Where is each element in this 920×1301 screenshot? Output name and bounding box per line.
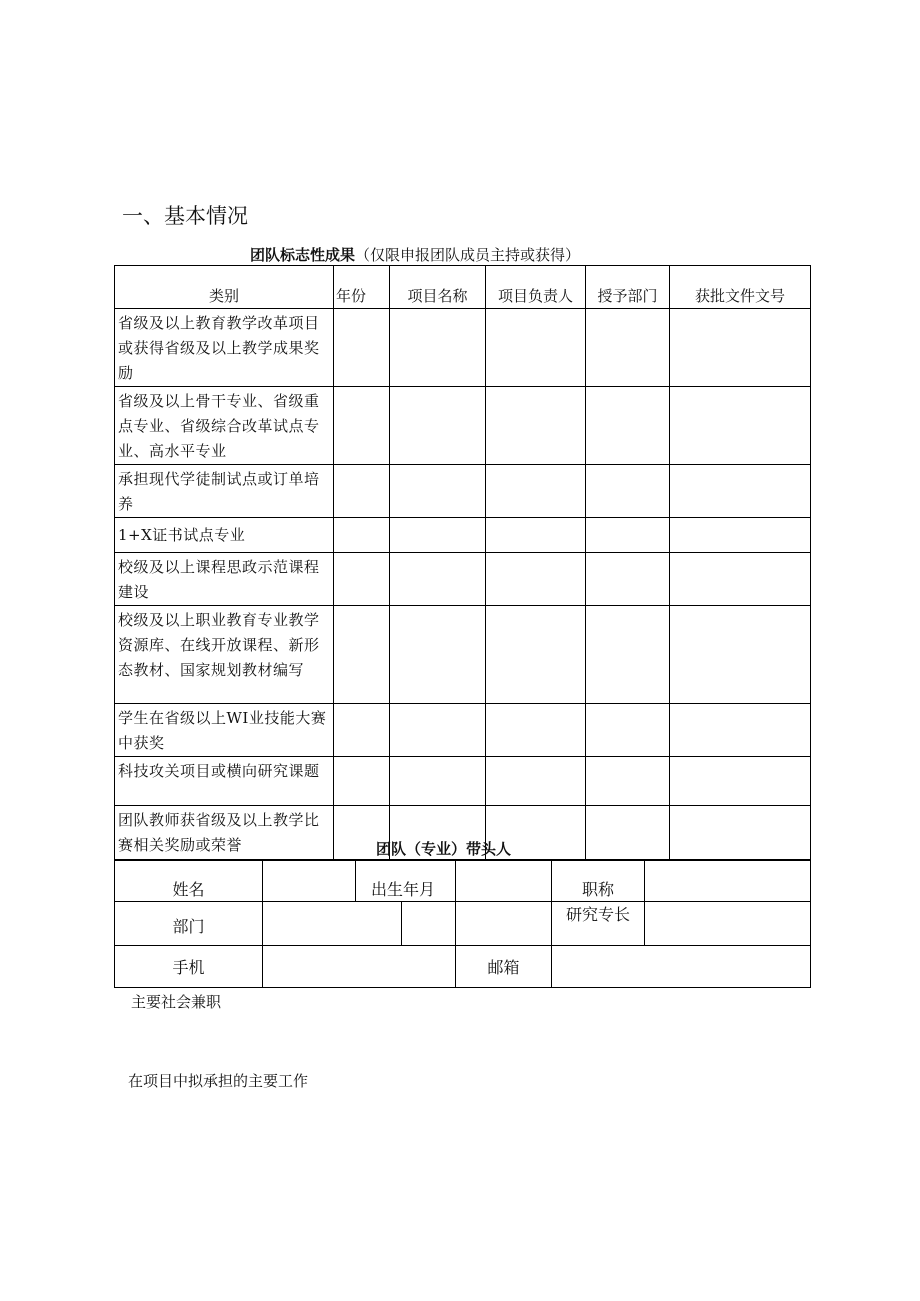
category-cell: 承担现代学徒制试点或订单培养 [115,465,334,518]
header-project-lead: 项目负责人 [486,266,586,309]
achievements-header-row [115,266,811,309]
granting-dept-cell[interactable] [586,704,670,757]
approval-doc-cell[interactable] [670,518,811,553]
project-lead-cell[interactable] [486,757,586,806]
project-name-cell[interactable] [390,606,486,704]
header-granting-dept: 授予部门 [586,266,670,309]
granting-dept-cell[interactable] [586,518,670,553]
approval-doc-cell[interactable] [670,387,811,465]
year-cell[interactable] [334,387,390,465]
approval-doc-cell[interactable] [670,606,811,704]
granting-dept-cell[interactable] [586,553,670,606]
project-lead-cell[interactable] [486,704,586,757]
granting-dept-cell[interactable] [586,806,670,861]
year-cell[interactable] [334,518,390,553]
research-field[interactable] [645,902,811,946]
title-label: 职称 [552,860,645,902]
achievements-caption-note: （仅限申报团队成员主持或获得） [355,246,581,264]
project-name-cell[interactable] [390,553,486,606]
dept-extra-field[interactable] [402,902,456,946]
achievements-caption-title: 团队标志性成果 [250,246,356,264]
table-row [115,387,811,465]
leader-row-name [115,860,811,902]
project-name-cell[interactable] [390,704,486,757]
project-lead-cell[interactable] [486,387,586,465]
leader-caption-title: 团队（专业）带头人 [376,840,512,858]
birth-field[interactable] [456,860,552,902]
title-field[interactable] [645,860,811,902]
social-roles-label: 主要社会兼职 [131,993,222,1011]
achievements-table [114,265,811,861]
phone-field[interactable] [263,946,456,988]
table-row [115,309,811,387]
category-cell: 校级及以上职业教育专业教学资源库、在线开放课程、新形态教材、国家规划教材编写 [115,606,334,704]
project-lead-cell[interactable] [486,309,586,387]
achievements-caption [250,244,580,265]
table-row [115,704,811,757]
project-name-cell[interactable] [390,309,486,387]
granting-dept-cell[interactable] [586,465,670,518]
phone-label: 手机 [115,946,263,988]
project-name-cell[interactable] [390,387,486,465]
table-row [115,757,811,806]
name-label: 姓名 [115,860,263,902]
table-row [115,518,811,553]
leader-row-dept [115,902,811,946]
granting-dept-cell[interactable] [586,387,670,465]
dept-field[interactable] [263,902,402,946]
birth-label: 出生年月 [356,860,456,902]
category-cell: 学生在省级以上WI业技能大赛中获奖 [115,704,334,757]
section-heading: 一、基本情况 [122,204,248,228]
header-approval-doc-no: 获批文件文号 [670,266,811,309]
year-cell[interactable] [334,704,390,757]
leader-row-contact [115,946,811,988]
category-cell: 团队教师获省级及以上教学比赛相关奖励或荣誉 [115,806,334,861]
header-project-name: 项目名称 [390,266,486,309]
year-cell[interactable] [334,465,390,518]
category-cell: 省级及以上教育教学改革项目或获得省级及以上教学成果奖励 [115,309,334,387]
header-year: 年份 [334,266,390,309]
table-row [115,606,811,704]
category-cell: 省级及以上骨干专业、省级重点专业、省级综合改革试点专业、高水平专业 [115,387,334,465]
dept-extra-field-2[interactable] [456,902,552,946]
project-lead-cell[interactable] [486,606,586,704]
category-cell: 科技攻关项目或横向研究课题 [115,757,334,806]
year-cell[interactable] [334,606,390,704]
email-field[interactable] [552,946,811,988]
dept-label: 部门 [115,902,263,946]
granting-dept-cell[interactable] [586,309,670,387]
project-name-cell[interactable] [390,518,486,553]
research-label: 研究专长 [552,902,645,946]
approval-doc-cell[interactable] [670,704,811,757]
approval-doc-cell[interactable] [670,806,811,861]
project-lead-cell[interactable] [486,553,586,606]
approval-doc-cell[interactable] [670,465,811,518]
project-name-cell[interactable] [390,757,486,806]
name-field[interactable] [263,860,356,902]
project-lead-cell[interactable] [486,465,586,518]
year-cell[interactable] [334,553,390,606]
project-name-cell[interactable] [390,465,486,518]
category-cell: 1+X证书试点专业 [115,518,334,553]
granting-dept-cell[interactable] [586,606,670,704]
granting-dept-cell[interactable] [586,757,670,806]
year-cell[interactable] [334,757,390,806]
approval-doc-cell[interactable] [670,309,811,387]
header-category: 类别 [115,266,334,309]
category-cell: 校级及以上课程思政示范课程建设 [115,553,334,606]
approval-doc-cell[interactable] [670,553,811,606]
email-label: 邮箱 [456,946,552,988]
leader-caption [376,838,511,859]
project-lead-cell[interactable] [486,518,586,553]
table-row [115,465,811,518]
table-row [115,553,811,606]
year-cell[interactable] [334,309,390,387]
project-work-label: 在项目中拟承担的主要工作 [128,1072,309,1090]
leader-table [114,859,811,988]
approval-doc-cell[interactable] [670,757,811,806]
